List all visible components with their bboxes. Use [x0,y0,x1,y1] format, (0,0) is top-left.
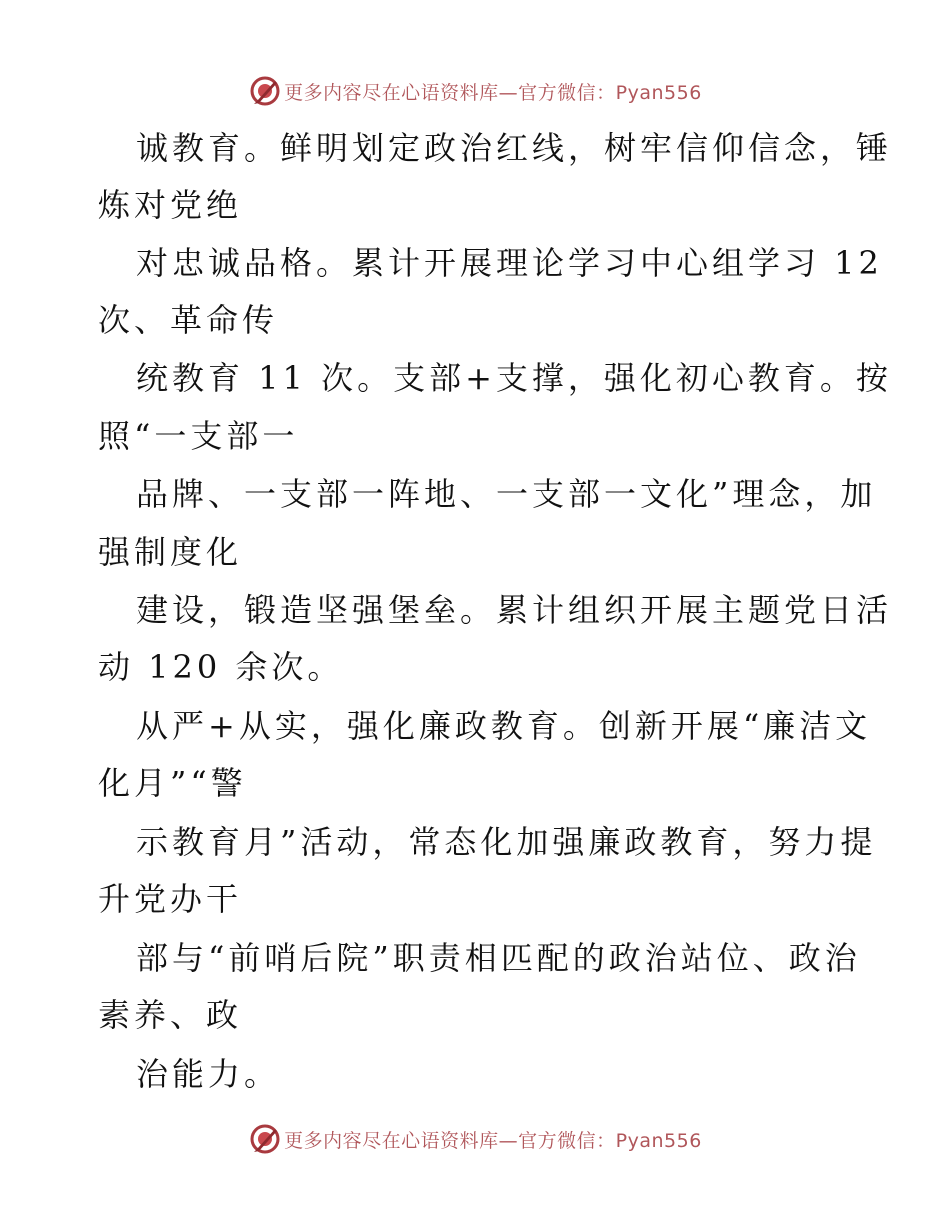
watermark-text: 更多内容尽在心语资料库—官方微信：Pyan556 [284,1129,702,1152]
text-line: 强制度化 [98,533,243,571]
text-line: 动 120 余次。 [98,648,344,686]
text-line: 诚教育。鲜明划定政治红线，树牢信仰信念，锤 [136,129,893,167]
text-line: 建设，锻造坚强堡垒。累计组织开展主题党日活 [136,591,893,629]
text-line: 照“一支部一 [98,417,299,455]
text-line: 对忠诚品格。累计开展理论学习中心组学习 12 [136,244,883,282]
text-line: 化月”“警 [98,764,247,802]
text-line: 次、革命传 [98,301,279,339]
pen-logo-icon [248,74,282,108]
text-line: 治能力。 [136,1055,281,1093]
text-line: 素养、政 [98,996,243,1034]
text-line: 统教育 11 次。支部+支撑，强化初心教育。按 [136,359,892,397]
text-line: 从严+从实，强化廉政教育。创新开展“廉洁文 [136,707,872,745]
text-line: 示教育月”活动，常态化加强廉政教育，努力提 [136,823,877,861]
text-line: 品牌、一支部一阵地、一支部一文化”理念，加 [136,475,877,513]
text-line: 部与“前哨后院”职责相匹配的政治站位、政治 [136,939,861,977]
text-line: 升党办干 [98,880,243,918]
header-watermark [0,74,950,108]
watermark-text: 更多内容尽在心语资料库—官方微信：Pyan556 [284,81,702,104]
pen-logo-icon [248,1122,282,1156]
footer-watermark [0,1122,950,1156]
text-line: 炼对党绝 [98,186,243,224]
